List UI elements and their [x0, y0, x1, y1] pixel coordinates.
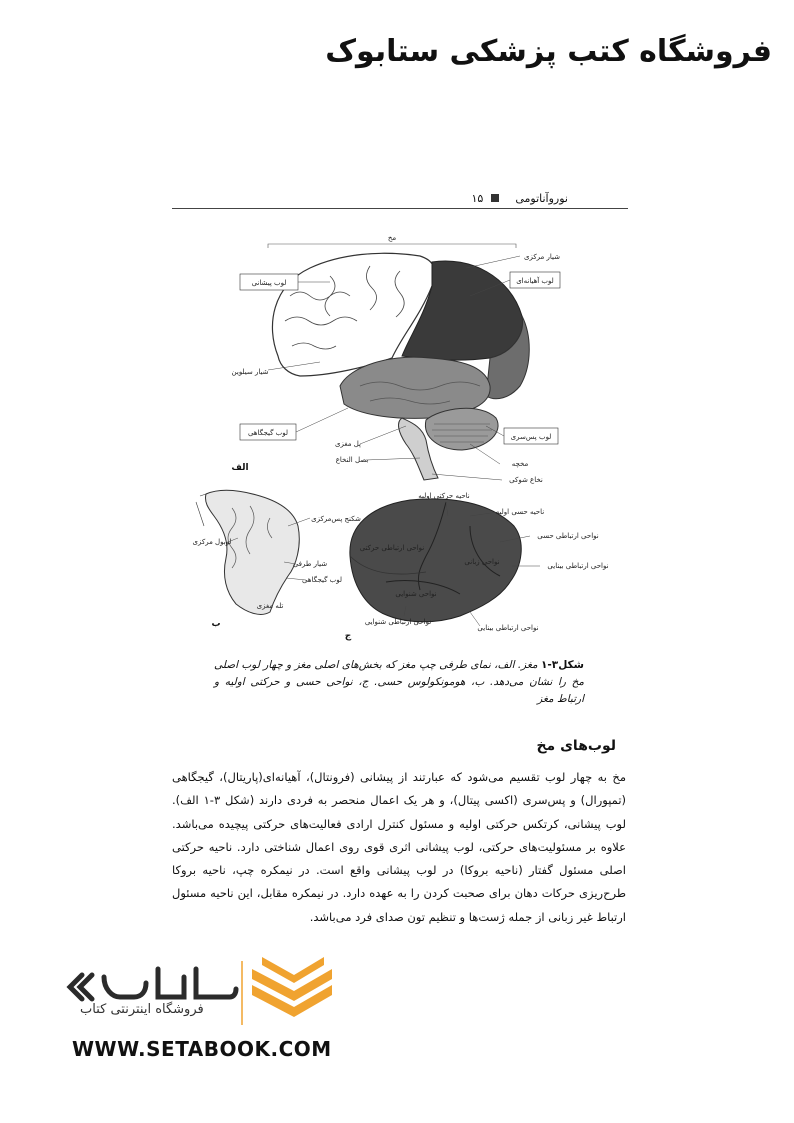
label-visual-association-2: نواحی ارتباطی بینایی [477, 624, 539, 632]
label-parietal-lobe: لوب آهیانه‌ای [516, 277, 554, 285]
label-primary-motor: ناحیه حرکتی اولیه [418, 492, 470, 500]
label-occipital-lobe: لوب پس‌سری [510, 433, 552, 441]
label-central-lobule: لوبول مرکزی [192, 538, 232, 546]
brain-figure-svg [170, 226, 630, 646]
label-sensory-association: نواحی ارتباطی حسی [537, 532, 599, 540]
body-paragraph: مخ به چهار لوب تقسیم می‌شود که عبارتند از پیشانی (فرونتال)، آهیانه‌ای(پاریتال)، گیجگاهی (تمپورال) و پس‌سری (اکسی پیتال)، و هر یک اعمال منحصر به فردی دارند (شکل ۳-۱ الف). لوب پیشانی، کرتکس حرکتی اولیه و مسئول کنترل ارادی فعالیت‌های حرکتی پیچیده می‌باشد. علاوه بر مسئولیت‌های حرکتی، لوب پیشانی اثری قوی روی اعمال شناختی دارد. ناحیه حرکتی اصلی مسئول گفتار (ناحیه بروکا) در لوب پیشانی واقع است. در نیمکره چپ، ناحیه بروکا طرح‌ریزی حرکات دهان برای صحبت کردن را به عهده دارد. در نیمکره مقابل، این ناحیه مسئول ارتباط غیر زبانی از جمله ژست‌ها و تنظیم تون صدای فرد می‌باشد. [172, 770, 627, 924]
body-text [172, 766, 626, 929]
cerebellum-shape [425, 408, 498, 450]
label-medulla: بصل النخاع [335, 456, 369, 464]
running-head-title: نوروآناتومی [515, 191, 568, 205]
brain-lateral-view [231, 234, 560, 484]
label-lateral-sulcus: شیار طرفی [292, 560, 328, 568]
label-frontal-lobe: لوب پیشانی [251, 279, 287, 287]
label-auditory-association: نواحی ارتباطی شنوایی [364, 618, 432, 626]
coronal-section-shape [205, 490, 299, 614]
label-spinal-cord: نخاع شوکی [509, 476, 543, 484]
label-panel-a: الف [231, 463, 249, 473]
functional-areas-view [345, 492, 609, 641]
logo-mark-svg [62, 955, 342, 1035]
brain-figure [170, 226, 630, 646]
logo-wordmark-icon [70, 969, 236, 999]
label-postcentral-gyrus: شکنج پس‌مرکزی [311, 515, 361, 523]
homunculus-view [193, 490, 361, 629]
label-pons: پل مغزی [335, 440, 361, 448]
store-title: فروشگاه کتب پزشکی ستابوک [325, 34, 772, 69]
caption-number: شکل۳-۱ [540, 659, 584, 671]
label-brain: مخ [387, 234, 397, 242]
page-number: ۱۵ [471, 191, 484, 205]
running-head [172, 188, 628, 209]
label-panel-b: ب [211, 619, 221, 629]
label-temporal-lobe-b: لوب گیجگاهی [301, 576, 343, 584]
label-insula: تله مغزی [256, 602, 284, 610]
running-head-marker [491, 194, 499, 202]
label-temporal-lobe: لوب گیجگاهی [247, 429, 289, 437]
label-auditory: نواحی شنوایی [395, 590, 437, 598]
label-motor-association: نواحی ارتباطی حرکتی [359, 544, 425, 552]
logo-url[interactable]: WWW.SETABOOK.COM [72, 1037, 332, 1061]
label-visual-association: نواحی ارتباطی بینایی [547, 562, 609, 570]
label-sylvian-fissure: شیار سیلوین [231, 368, 269, 376]
section-heading: لوب‌های مخ [536, 738, 616, 754]
logo-subtitle: فروشگاه اینترنتی کتاب [80, 1002, 204, 1017]
figure-caption [214, 657, 584, 708]
label-cerebellum: مخچه [511, 460, 529, 468]
label-language: نواحی زبانی [464, 558, 500, 566]
caption-text: مغز. الف، نمای طرفی چپ مغز که بخش‌های اصلی مغز و چهار لوب اصلی مخ را نشان می‌دهد. ب، هومونکولوس حسی. ج، نواحی حسی و حرکتی اولیه و ارتباط مغز [213, 659, 584, 705]
label-central-sulcus: شیار مرکزی [523, 253, 561, 261]
label-panel-c: ج [344, 631, 352, 641]
label-primary-sensory: ناحیه حسی اولیه [495, 508, 545, 516]
logo-chevron-icon [252, 957, 332, 1017]
